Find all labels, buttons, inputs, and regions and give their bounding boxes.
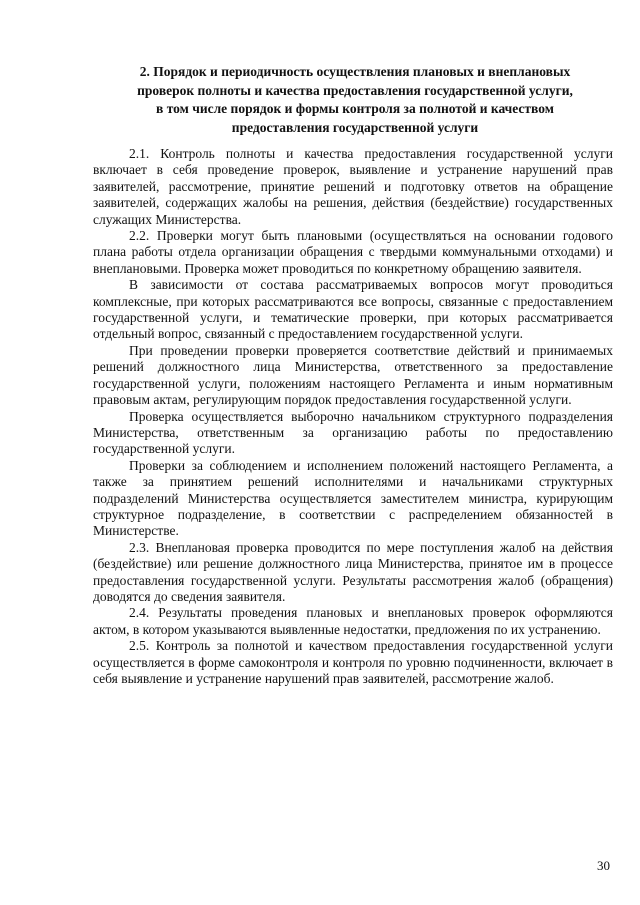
section-heading-line: 2. Порядок и периодичность осуществления плановых и внеплановых xyxy=(139,64,571,79)
paragraph-check-types: В зависимости от состава рассматриваемых вопросов могут проводиться комплексные, при которых рассматриваются все вопросы, связанные с предоставлением государственной услуги, и тематические проверки, при которых рассматривается отдельный вопрос, связанный с предоставлением государственной услуги. xyxy=(93,277,613,342)
section-heading-line: предоставления государственной услуги xyxy=(231,119,479,135)
page-number: 30 xyxy=(597,858,610,873)
paragraph-2-4: 2.4. Результаты проведения плановых и внеплановых проверок оформляются актом, в котором указываются выявленные недостатки, предложения по их устранению. xyxy=(93,605,613,637)
paragraph-2-3: 2.3. Внеплановая проверка проводится по мере поступления жалоб на действия (бездействие) или решение должностного лица Министерства, принятое им в процессе предоставления государственной услуги. Результаты рассмотрения жалоб (обращения) доводятся до сведения заявителя. xyxy=(93,539,613,604)
paragraph-2-1: 2.1. Контроль полноты и качества предоставления государственной услуги включает в себя проведение проверок, выявление и устранение нарушений прав заявителей, рассмотрение, принятие решений и подготовку ответов на обращение заявителей, содержащих жалобы на решения, действия (бездействие) государственных служащих Министерства. xyxy=(93,146,613,227)
section-body xyxy=(93,146,613,687)
section-heading xyxy=(95,63,615,137)
paragraph-regulation-compliance: Проверки за соблюдением и исполнением положений настоящего Регламента, а также за принятием решений исполнителями и начальниками структурных подразделений Министерства осуществляется заместителем министра, курирующим структурное подразделение, в соответствии с распределением обязанностей в Министерстве. xyxy=(93,457,613,539)
paragraph-2-2: 2.2. Проверки могут быть плановыми (осуществляться на основании годового плана работы отдела организации обращения с твердыми коммунальными отходами) и внеплановыми. Проверка может проводиться по конкретному обращению заявителя. xyxy=(93,228,613,276)
section-heading-line: проверок полноты и качества предоставления государственной услуги, xyxy=(137,82,573,98)
section-heading-line: в том числе порядок и формы контроля за полнотой и качеством xyxy=(156,101,554,117)
paragraph-check-scope: При проведении проверки проверяется соответствие действий и принимаемых решений должностного лица Министерства, ответственного за предоставление государственной услуги, положениям настоящего Регламента и иным нормативным правовым актам, регулирующим порядок предоставления государственной услуги. xyxy=(93,342,613,408)
paragraph-check-performer: Проверка осуществляется выборочно начальником структурного подразделения Министерства, ответственным за организацию работы по предоставлению государственной услуги. xyxy=(93,408,613,457)
paragraph-2-5: 2.5. Контроль за полнотой и качеством предоставления государственной услуги осуществляется в форме самоконтроля и контроля по уровню подчиненности, включает в себя выявление и устранение нарушений прав заявителей, рассмотрение жалоб. xyxy=(93,638,613,686)
